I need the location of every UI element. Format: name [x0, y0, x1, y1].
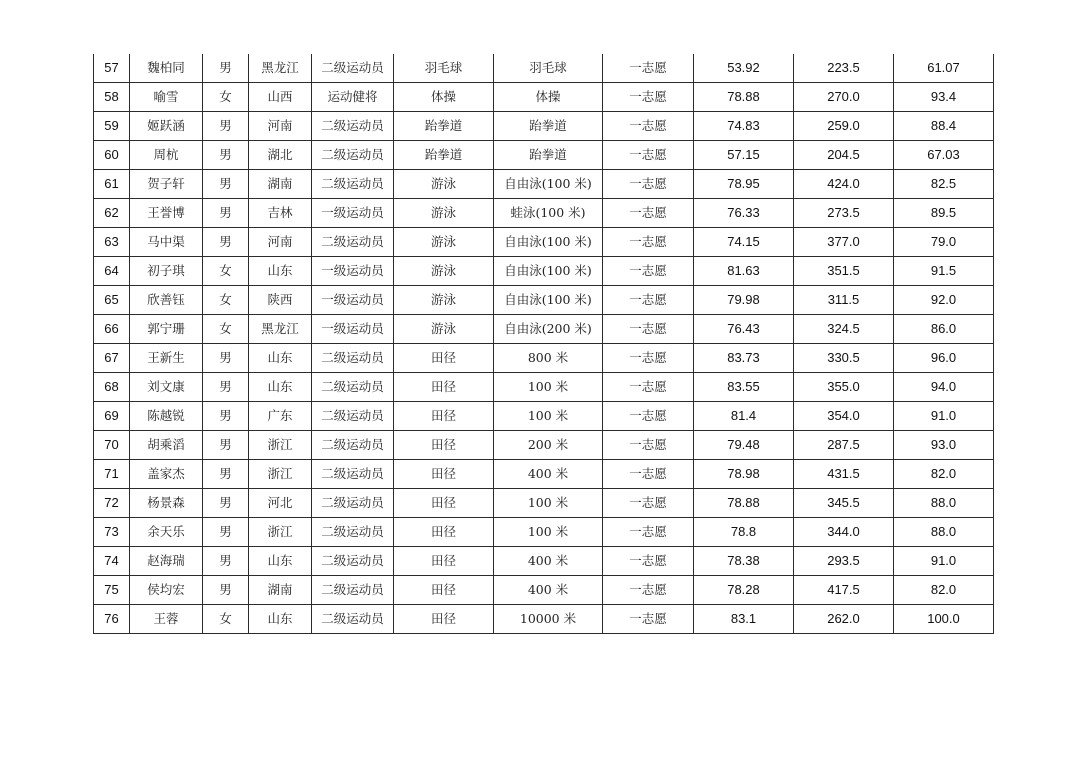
- cell-choice: 一志愿: [603, 54, 694, 83]
- cell-gender: 男: [203, 170, 249, 199]
- cell-choice: 一志愿: [603, 112, 694, 141]
- cell-event: 自由泳(100 米): [494, 228, 603, 257]
- cell-gender: 女: [203, 315, 249, 344]
- cell-province: 黑龙江: [249, 315, 312, 344]
- cell-name: 魏柏同: [130, 54, 203, 83]
- cell-name: 刘文康: [130, 373, 203, 402]
- cell-score-1: 78.95: [694, 170, 794, 199]
- cell-sport: 田径: [394, 460, 494, 489]
- cell-event: 800 米: [494, 344, 603, 373]
- cell-sport: 田径: [394, 344, 494, 373]
- cell-score-1: 74.83: [694, 112, 794, 141]
- cell-score-1: 83.55: [694, 373, 794, 402]
- cell-score-1: 78.28: [694, 576, 794, 605]
- cell-sport: 游泳: [394, 286, 494, 315]
- cell-choice: 一志愿: [603, 315, 694, 344]
- cell-event: 自由泳(100 米): [494, 170, 603, 199]
- cell-sport: 游泳: [394, 170, 494, 199]
- table-row: [94, 257, 994, 286]
- cell-event: 400 米: [494, 460, 603, 489]
- cell-number: 58: [94, 83, 130, 112]
- table-row: [94, 373, 994, 402]
- cell-score-3: 88.4: [894, 112, 994, 141]
- cell-score-2: 345.5: [794, 489, 894, 518]
- cell-province: 山东: [249, 605, 312, 634]
- cell-event: 自由泳(100 米): [494, 286, 603, 315]
- cell-score-1: 81.4: [694, 402, 794, 431]
- cell-score-3: 88.0: [894, 489, 994, 518]
- cell-athlete-level: 二级运动员: [312, 402, 394, 431]
- cell-event: 200 米: [494, 431, 603, 460]
- cell-choice: 一志愿: [603, 141, 694, 170]
- cell-score-3: 92.0: [894, 286, 994, 315]
- cell-athlete-level: 二级运动员: [312, 112, 394, 141]
- cell-score-3: 88.0: [894, 518, 994, 547]
- cell-score-1: 53.92: [694, 54, 794, 83]
- cell-choice: 一志愿: [603, 228, 694, 257]
- cell-sport: 体操: [394, 83, 494, 112]
- table-row: [94, 460, 994, 489]
- cell-name: 余天乐: [130, 518, 203, 547]
- cell-sport: 田径: [394, 373, 494, 402]
- cell-score-3: 91.5: [894, 257, 994, 286]
- cell-sport: 田径: [394, 402, 494, 431]
- cell-gender: 男: [203, 199, 249, 228]
- cell-score-1: 78.8: [694, 518, 794, 547]
- cell-sport: 游泳: [394, 257, 494, 286]
- table-row: [94, 518, 994, 547]
- cell-name: 初子琪: [130, 257, 203, 286]
- cell-athlete-level: 二级运动员: [312, 576, 394, 605]
- cell-athlete-level: 二级运动员: [312, 54, 394, 83]
- cell-score-1: 78.98: [694, 460, 794, 489]
- cell-province: 广东: [249, 402, 312, 431]
- cell-choice: 一志愿: [603, 460, 694, 489]
- cell-sport: 游泳: [394, 199, 494, 228]
- cell-name: 欣善钰: [130, 286, 203, 315]
- cell-score-2: 293.5: [794, 547, 894, 576]
- table-row: [94, 54, 994, 83]
- cell-event: 羽毛球: [494, 54, 603, 83]
- cell-number: 66: [94, 315, 130, 344]
- cell-province: 山东: [249, 373, 312, 402]
- cell-province: 浙江: [249, 460, 312, 489]
- cell-choice: 一志愿: [603, 489, 694, 518]
- cell-athlete-level: 二级运动员: [312, 373, 394, 402]
- cell-choice: 一志愿: [603, 402, 694, 431]
- cell-choice: 一志愿: [603, 605, 694, 634]
- cell-name: 姬跃涵: [130, 112, 203, 141]
- cell-number: 71: [94, 460, 130, 489]
- cell-athlete-level: 二级运动员: [312, 489, 394, 518]
- cell-province: 山西: [249, 83, 312, 112]
- cell-number: 65: [94, 286, 130, 315]
- cell-event: 400 米: [494, 547, 603, 576]
- cell-choice: 一志愿: [603, 344, 694, 373]
- cell-gender: 男: [203, 460, 249, 489]
- cell-event: 100 米: [494, 489, 603, 518]
- cell-number: 60: [94, 141, 130, 170]
- cell-athlete-level: 二级运动员: [312, 460, 394, 489]
- cell-name: 杨景森: [130, 489, 203, 518]
- cell-event: 自由泳(200 米): [494, 315, 603, 344]
- cell-choice: 一志愿: [603, 373, 694, 402]
- cell-athlete-level: 二级运动员: [312, 141, 394, 170]
- cell-province: 河南: [249, 112, 312, 141]
- cell-number: 61: [94, 170, 130, 199]
- cell-score-3: 67.03: [894, 141, 994, 170]
- cell-sport: 游泳: [394, 315, 494, 344]
- cell-name: 郭宁珊: [130, 315, 203, 344]
- cell-score-3: 93.4: [894, 83, 994, 112]
- cell-number: 63: [94, 228, 130, 257]
- table-row: [94, 83, 994, 112]
- cell-score-1: 81.63: [694, 257, 794, 286]
- table-row: [94, 547, 994, 576]
- cell-number: 76: [94, 605, 130, 634]
- cell-province: 浙江: [249, 518, 312, 547]
- cell-score-3: 79.0: [894, 228, 994, 257]
- cell-gender: 男: [203, 402, 249, 431]
- cell-number: 72: [94, 489, 130, 518]
- cell-province: 湖南: [249, 170, 312, 199]
- cell-score-2: 262.0: [794, 605, 894, 634]
- table-row: [94, 315, 994, 344]
- cell-gender: 男: [203, 547, 249, 576]
- cell-province: 湖南: [249, 576, 312, 605]
- table-row: [94, 141, 994, 170]
- cell-sport: 田径: [394, 576, 494, 605]
- cell-athlete-level: 运动健将: [312, 83, 394, 112]
- cell-number: 75: [94, 576, 130, 605]
- cell-name: 马中渠: [130, 228, 203, 257]
- cell-province: 山东: [249, 344, 312, 373]
- cell-score-2: 330.5: [794, 344, 894, 373]
- cell-province: 浙江: [249, 431, 312, 460]
- cell-score-1: 76.43: [694, 315, 794, 344]
- cell-athlete-level: 二级运动员: [312, 344, 394, 373]
- cell-sport: 羽毛球: [394, 54, 494, 83]
- cell-choice: 一志愿: [603, 431, 694, 460]
- cell-score-1: 83.1: [694, 605, 794, 634]
- cell-score-2: 431.5: [794, 460, 894, 489]
- cell-score-2: 351.5: [794, 257, 894, 286]
- cell-score-2: 311.5: [794, 286, 894, 315]
- cell-gender: 男: [203, 112, 249, 141]
- cell-event: 蛙泳(100 米): [494, 199, 603, 228]
- cell-score-2: 223.5: [794, 54, 894, 83]
- cell-name: 胡乘滔: [130, 431, 203, 460]
- cell-sport: 游泳: [394, 228, 494, 257]
- cell-gender: 男: [203, 431, 249, 460]
- cell-choice: 一志愿: [603, 576, 694, 605]
- cell-score-2: 417.5: [794, 576, 894, 605]
- cell-choice: 一志愿: [603, 547, 694, 576]
- cell-sport: 跆拳道: [394, 112, 494, 141]
- cell-event: 400 米: [494, 576, 603, 605]
- cell-event: 100 米: [494, 402, 603, 431]
- cell-score-3: 82.0: [894, 460, 994, 489]
- cell-choice: 一志愿: [603, 199, 694, 228]
- cell-score-3: 61.07: [894, 54, 994, 83]
- cell-gender: 男: [203, 54, 249, 83]
- table-row: [94, 286, 994, 315]
- cell-number: 62: [94, 199, 130, 228]
- cell-sport: 田径: [394, 547, 494, 576]
- cell-number: 64: [94, 257, 130, 286]
- cell-event: 100 米: [494, 518, 603, 547]
- table-row: [94, 228, 994, 257]
- table-row: [94, 199, 994, 228]
- cell-athlete-level: 二级运动员: [312, 228, 394, 257]
- cell-score-3: 100.0: [894, 605, 994, 634]
- table-row: [94, 112, 994, 141]
- cell-score-1: 83.73: [694, 344, 794, 373]
- cell-athlete-level: 一级运动员: [312, 199, 394, 228]
- cell-athlete-level: 二级运动员: [312, 605, 394, 634]
- cell-score-2: 273.5: [794, 199, 894, 228]
- cell-score-3: 96.0: [894, 344, 994, 373]
- cell-score-1: 79.48: [694, 431, 794, 460]
- cell-score-1: 76.33: [694, 199, 794, 228]
- cell-event: 跆拳道: [494, 141, 603, 170]
- cell-score-2: 377.0: [794, 228, 894, 257]
- cell-score-3: 94.0: [894, 373, 994, 402]
- cell-athlete-level: 一级运动员: [312, 315, 394, 344]
- cell-score-2: 204.5: [794, 141, 894, 170]
- cell-athlete-level: 二级运动员: [312, 431, 394, 460]
- cell-score-2: 424.0: [794, 170, 894, 199]
- cell-name: 侯均宏: [130, 576, 203, 605]
- table-row: [94, 344, 994, 373]
- cell-sport: 田径: [394, 605, 494, 634]
- cell-gender: 女: [203, 286, 249, 315]
- cell-choice: 一志愿: [603, 286, 694, 315]
- cell-event: 10000 米: [494, 605, 603, 634]
- cell-gender: 男: [203, 489, 249, 518]
- athlete-roster-table: [93, 54, 994, 634]
- cell-choice: 一志愿: [603, 257, 694, 286]
- cell-name: 盖家杰: [130, 460, 203, 489]
- cell-event: 100 米: [494, 373, 603, 402]
- table-row: [94, 605, 994, 634]
- cell-province: 湖北: [249, 141, 312, 170]
- cell-choice: 一志愿: [603, 170, 694, 199]
- cell-province: 山东: [249, 547, 312, 576]
- cell-event: 自由泳(100 米): [494, 257, 603, 286]
- cell-score-2: 270.0: [794, 83, 894, 112]
- cell-gender: 男: [203, 344, 249, 373]
- cell-gender: 女: [203, 83, 249, 112]
- cell-number: 57: [94, 54, 130, 83]
- cell-number: 59: [94, 112, 130, 141]
- cell-score-1: 74.15: [694, 228, 794, 257]
- cell-number: 67: [94, 344, 130, 373]
- cell-athlete-level: 一级运动员: [312, 257, 394, 286]
- table-row: [94, 170, 994, 199]
- cell-gender: 男: [203, 518, 249, 547]
- cell-gender: 男: [203, 576, 249, 605]
- cell-sport: 跆拳道: [394, 141, 494, 170]
- cell-score-3: 82.0: [894, 576, 994, 605]
- cell-sport: 田径: [394, 518, 494, 547]
- cell-number: 68: [94, 373, 130, 402]
- cell-event: 体操: [494, 83, 603, 112]
- cell-score-2: 354.0: [794, 402, 894, 431]
- cell-name: 王誉博: [130, 199, 203, 228]
- cell-score-2: 344.0: [794, 518, 894, 547]
- cell-score-1: 57.15: [694, 141, 794, 170]
- cell-name: 王新生: [130, 344, 203, 373]
- cell-score-3: 89.5: [894, 199, 994, 228]
- cell-score-1: 78.38: [694, 547, 794, 576]
- table-row: [94, 431, 994, 460]
- cell-name: 周杭: [130, 141, 203, 170]
- cell-gender: 女: [203, 605, 249, 634]
- cell-score-1: 79.98: [694, 286, 794, 315]
- table-row: [94, 489, 994, 518]
- table-row: [94, 576, 994, 605]
- cell-score-2: 287.5: [794, 431, 894, 460]
- cell-score-3: 93.0: [894, 431, 994, 460]
- table-row: [94, 402, 994, 431]
- cell-choice: 一志愿: [603, 83, 694, 112]
- cell-number: 70: [94, 431, 130, 460]
- cell-gender: 男: [203, 373, 249, 402]
- cell-name: 赵海瑞: [130, 547, 203, 576]
- cell-event: 跆拳道: [494, 112, 603, 141]
- cell-score-3: 82.5: [894, 170, 994, 199]
- cell-number: 69: [94, 402, 130, 431]
- cell-athlete-level: 二级运动员: [312, 170, 394, 199]
- cell-score-3: 86.0: [894, 315, 994, 344]
- cell-gender: 女: [203, 257, 249, 286]
- roster-body: [94, 54, 994, 634]
- cell-name: 喻雪: [130, 83, 203, 112]
- cell-score-1: 78.88: [694, 489, 794, 518]
- cell-sport: 田径: [394, 431, 494, 460]
- cell-score-3: 91.0: [894, 402, 994, 431]
- cell-province: 河北: [249, 489, 312, 518]
- cell-province: 河南: [249, 228, 312, 257]
- cell-gender: 男: [203, 228, 249, 257]
- cell-athlete-level: 二级运动员: [312, 547, 394, 576]
- cell-province: 黑龙江: [249, 54, 312, 83]
- cell-athlete-level: 一级运动员: [312, 286, 394, 315]
- cell-score-2: 355.0: [794, 373, 894, 402]
- cell-choice: 一志愿: [603, 518, 694, 547]
- cell-score-2: 324.5: [794, 315, 894, 344]
- cell-name: 王蓉: [130, 605, 203, 634]
- cell-score-3: 91.0: [894, 547, 994, 576]
- cell-athlete-level: 二级运动员: [312, 518, 394, 547]
- cell-sport: 田径: [394, 489, 494, 518]
- cell-score-2: 259.0: [794, 112, 894, 141]
- cell-number: 73: [94, 518, 130, 547]
- cell-gender: 男: [203, 141, 249, 170]
- cell-province: 吉林: [249, 199, 312, 228]
- cell-name: 陈越锐: [130, 402, 203, 431]
- cell-province: 陕西: [249, 286, 312, 315]
- cell-province: 山东: [249, 257, 312, 286]
- cell-number: 74: [94, 547, 130, 576]
- cell-score-1: 78.88: [694, 83, 794, 112]
- cell-name: 贺子轩: [130, 170, 203, 199]
